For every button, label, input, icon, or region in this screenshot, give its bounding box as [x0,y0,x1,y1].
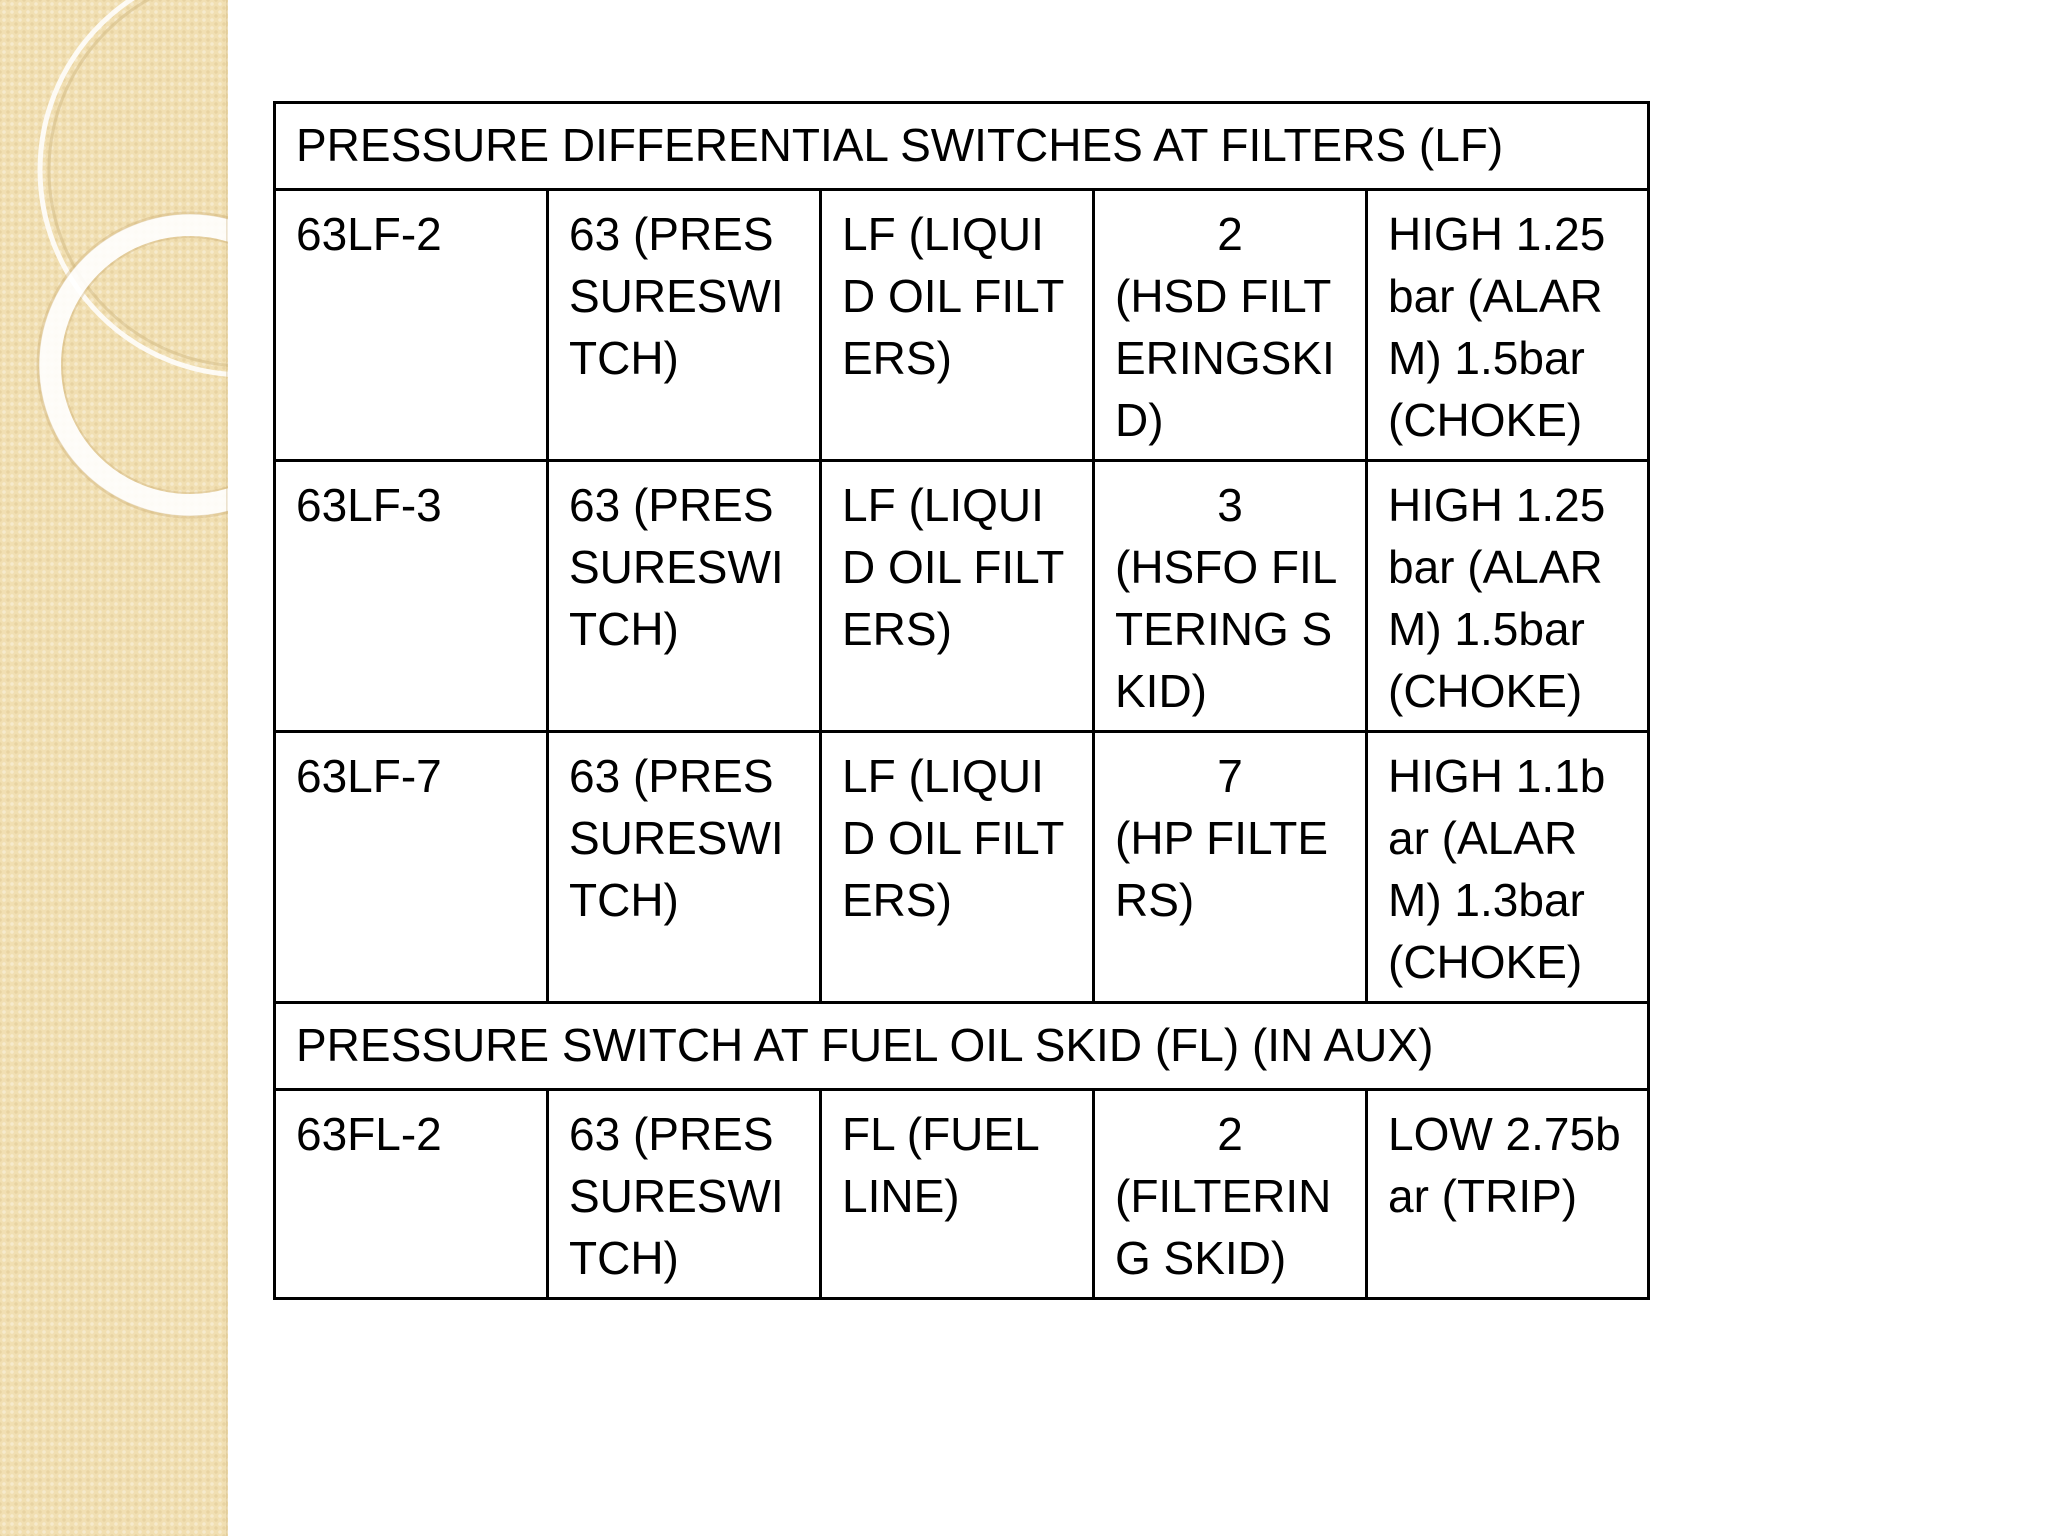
table-row [275,732,1649,1003]
device-cell: 63 (PRESSURESWITCH) [548,190,821,461]
section-title: PRESSURE DIFFERENTIAL SWITCHES AT FILTERS (LF) [275,103,1649,190]
tag-cell: 63LF-7 [275,732,548,1003]
location-text: (HP FILTERS) [1115,812,1328,926]
location-number: 2 [1217,208,1243,260]
setting-cell: LOW 2.75bar (TRIP) [1367,1090,1649,1299]
device-cell: 63 (PRESSURESWITCH) [548,732,821,1003]
function-cell: LF (LIQUID OIL FILTERS) [821,732,1094,1003]
device-cell: 63 (PRESSURESWITCH) [548,1090,821,1299]
section-title: PRESSURE SWITCH AT FUEL OIL SKID (FL) (IN AUX) [275,1003,1649,1090]
location-number: 2 [1217,1108,1243,1160]
function-cell: LF (LIQUID OIL FILTERS) [821,461,1094,732]
section-header-row [275,103,1649,190]
setting-cell: HIGH 1.25bar (ALARM) 1.5bar (CHOKE) [1367,190,1649,461]
setting-cell: HIGH 1.25bar (ALARM) 1.5bar (CHOKE) [1367,461,1649,732]
function-cell: LF (LIQUID OIL FILTERS) [821,190,1094,461]
table-row [275,1090,1649,1299]
location-number: 7 [1217,750,1243,802]
location-number: 3 [1217,479,1243,531]
device-cell: 63 (PRESSURESWITCH) [548,461,821,732]
location-cell [1094,461,1367,732]
table-row [275,461,1649,732]
table-row [275,190,1649,461]
location-text: (HSD FILTERINGSKID) [1115,270,1335,446]
location-cell [1094,190,1367,461]
location-text: (FILTERING SKID) [1115,1170,1332,1284]
location-text: (HSFO FILTERING SKID) [1115,541,1338,717]
tag-cell: 63FL-2 [275,1090,548,1299]
location-cell [1094,1090,1367,1299]
location-cell [1094,732,1367,1003]
setting-cell: HIGH 1.1bar (ALARM) 1.3bar (CHOKE) [1367,732,1649,1003]
tag-cell: 63LF-2 [275,190,548,461]
tag-cell: 63LF-3 [275,461,548,732]
section-header-row [275,1003,1649,1090]
pressure-switch-table [273,101,1650,1300]
function-cell: FL (FUEL LINE) [821,1090,1094,1299]
